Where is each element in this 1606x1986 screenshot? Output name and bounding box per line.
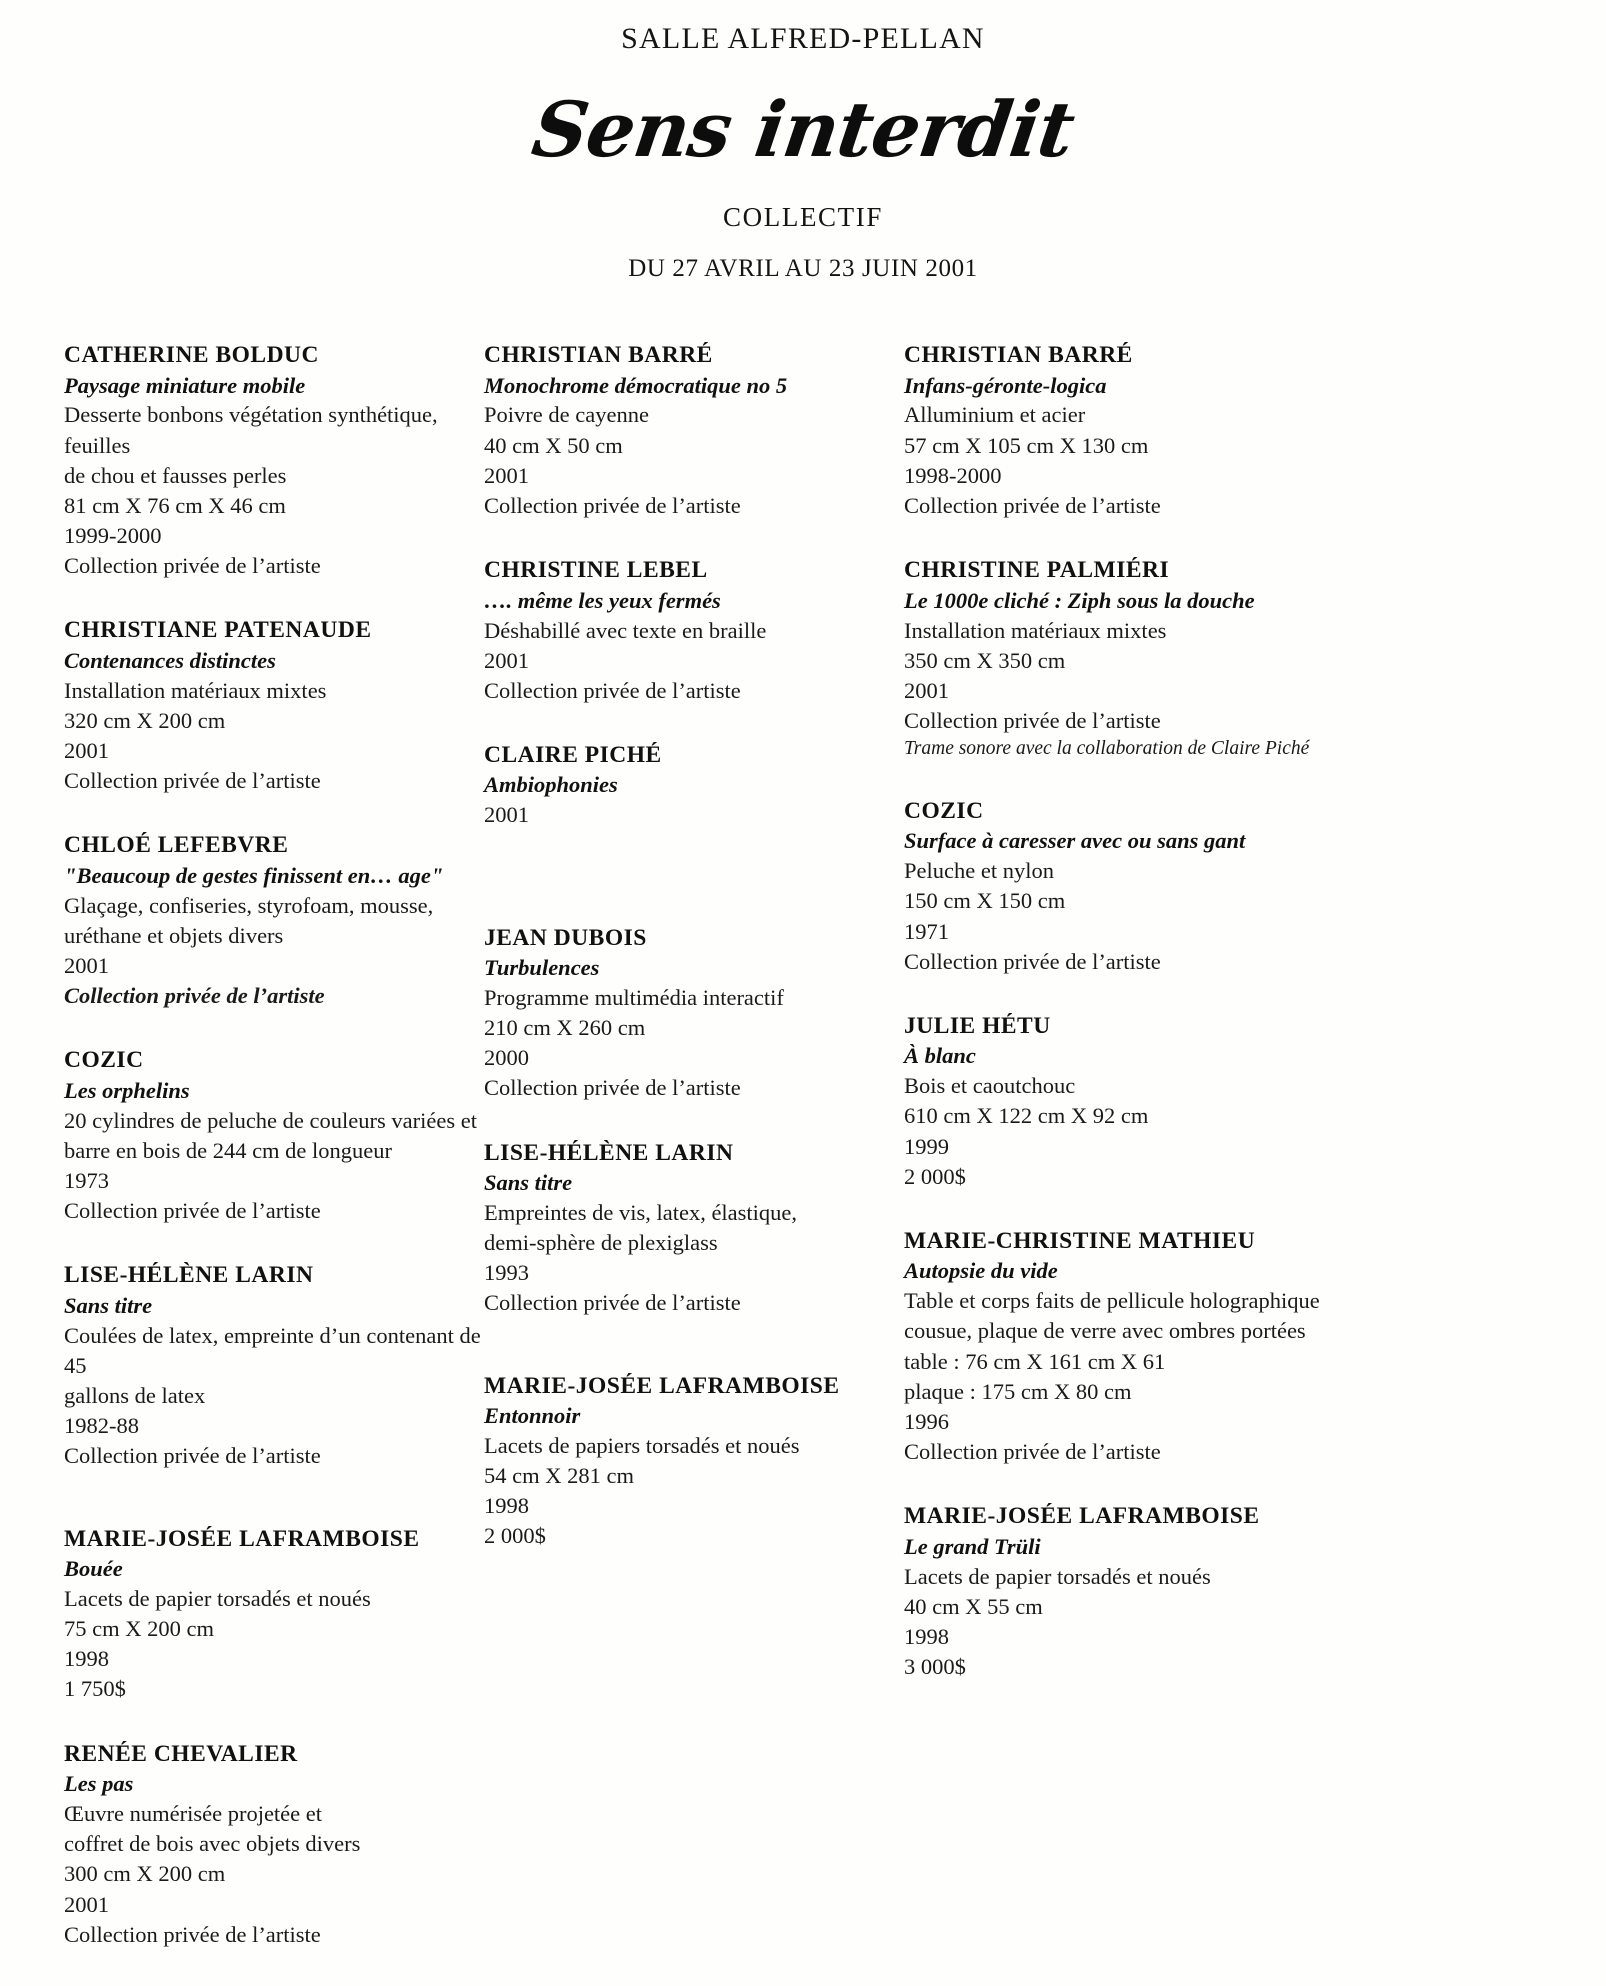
document-header (0, 0, 1606, 283)
artwork-detail-line: gallons de latex (64, 1383, 206, 1409)
artwork-detail-line: table : 76 cm X 161 cm X 61 (904, 1348, 1166, 1374)
exhibition-type: COLLECTIF (723, 202, 883, 232)
artwork-detail-line: Collection privée de l’artiste (64, 1921, 321, 1947)
artwork-detail-line: 20 cylindres de peluche de couleurs variées et (64, 1107, 477, 1133)
artwork-detail-line: 57 cm X 105 cm X 130 cm (904, 432, 1149, 458)
artwork-title: Les pas (64, 1771, 134, 1797)
artwork-detail-line-emphasis: Collection privée de l’artiste (64, 983, 325, 1009)
artwork-title: Paysage miniature mobile (64, 372, 306, 398)
artwork-title: Sans titre (484, 1170, 573, 1196)
artwork-detail-line: Installation matériaux mixtes (904, 617, 1167, 643)
artist-name: MARIE-JOSÉE LAFRAMBOISE (64, 1525, 420, 1552)
artwork-title: …. même les yeux fermés (484, 587, 721, 613)
artwork-detail-line: Peluche et nylon (904, 858, 1054, 884)
artwork-title: Le grand Trüli (904, 1533, 1041, 1559)
artwork-detail-line: 210 cm X 260 cm (484, 1015, 646, 1041)
artist-name: RENÉE CHEVALIER (64, 1740, 298, 1767)
artwork-title: Turbulences (484, 955, 600, 981)
artwork-title: Surface à caresser avec ou sans gant (904, 828, 1246, 854)
artwork-entry (904, 1501, 1324, 1682)
artwork-entry (64, 340, 484, 581)
artist-name: CHRISTINE LEBEL (484, 557, 708, 584)
artwork-title: Sans titre (64, 1292, 153, 1318)
artwork-detail-line: Collection privée de l’artiste (484, 1075, 741, 1101)
artwork-detail-line: plaque : 175 cm X 80 cm (904, 1378, 1132, 1404)
artist-name: JEAN DUBOIS (484, 924, 647, 951)
artwork-title: Contenances distinctes (64, 647, 276, 673)
artwork-detail-line: 1993 (484, 1260, 529, 1286)
artwork-title: Autopsie du vide (904, 1258, 1058, 1284)
artwork-credit-note: Trame sonore avec la collaboration de Claire Piché (904, 738, 1310, 760)
artwork-title: Bouée (64, 1556, 123, 1582)
artwork-detail-line: 610 cm X 122 cm X 92 cm (904, 1103, 1149, 1129)
artwork-detail-line: Poivre de cayenne (484, 402, 649, 428)
venue-name: SALLE ALFRED-PELLAN (621, 22, 985, 55)
artwork-detail-line: 1998-2000 (904, 462, 1002, 488)
artwork-entry (64, 830, 484, 1011)
artwork-entry (64, 1739, 484, 1950)
artwork-entry (64, 1260, 484, 1471)
artwork-detail-line: Collection privée de l’artiste (64, 768, 321, 794)
column-3 (904, 340, 1324, 1984)
artwork-detail-line: uréthane et objets divers (64, 922, 284, 948)
artwork-entry (904, 796, 1324, 977)
artist-name: COZIC (904, 797, 984, 824)
artwork-detail-line: Collection privée de l’artiste (484, 677, 741, 703)
artwork-detail-line: 75 cm X 200 cm (64, 1616, 214, 1642)
artwork-detail-line: Installation matériaux mixtes (64, 677, 327, 703)
artwork-detail-line: Collection privée de l’artiste (64, 1443, 321, 1469)
artwork-detail-line: Empreintes de vis, latex, élastique, (484, 1200, 798, 1226)
artist-name: CLAIRE PICHÉ (484, 741, 662, 768)
artwork-detail-line: 81 cm X 76 cm X 46 cm (64, 492, 286, 518)
artist-name: MARIE-CHRISTINE MATHIEU (904, 1227, 1256, 1254)
artwork-detail-line: Programme multimédia interactif (484, 985, 784, 1010)
artwork-detail-line: 2001 (484, 802, 529, 828)
column-2 (484, 340, 904, 1984)
artwork-detail-line: 2001 (64, 953, 109, 979)
artwork-title: Ambiophonies (484, 772, 618, 798)
artwork-entry (484, 1138, 904, 1319)
artwork-detail-line: 2001 (904, 677, 949, 703)
artwork-detail-line: Collection privée de l’artiste (904, 948, 1161, 974)
artwork-detail-line: 2001 (484, 647, 529, 673)
artwork-detail-line: 2000 (484, 1045, 529, 1071)
artwork-detail-line: Collection privée de l’artiste (484, 1290, 741, 1316)
artwork-detail-line: Collection privée de l’artiste (64, 553, 321, 579)
artwork-title: "Beaucoup de gestes finissent en… age" (64, 862, 444, 888)
artwork-detail-line: 2 000$ (904, 1163, 966, 1189)
exhibition-dates: DU 27 AVRIL AU 23 JUIN 2001 (628, 255, 978, 282)
artwork-title: Les orphelins (64, 1077, 190, 1103)
artwork-detail-line: 150 cm X 150 cm (904, 888, 1066, 914)
artwork-entry (484, 1371, 904, 1552)
artwork-detail-line: coffret de bois avec objets divers (64, 1831, 361, 1857)
artwork-detail-line: 2001 (64, 1891, 109, 1917)
artwork-title: À blanc (904, 1043, 976, 1069)
artwork-title: Le 1000e cliché : Ziph sous la douche (904, 587, 1255, 613)
artwork-detail-line: Table et corps faits de pellicule holographique (904, 1288, 1320, 1314)
artwork-detail-line: 54 cm X 281 cm (484, 1463, 634, 1489)
artist-name: JULIE HÉTU (904, 1012, 1051, 1039)
artwork-detail-line: cousue, plaque de verre avec ombres portées (904, 1318, 1306, 1344)
artwork-entry (64, 1524, 484, 1705)
artist-name: CHLOÉ LEFEBVRE (64, 832, 289, 859)
artwork-detail-line: 1996 (904, 1408, 949, 1434)
artist-name: COZIC (64, 1047, 144, 1074)
artwork-entry (904, 1011, 1324, 1192)
artwork-entry (484, 740, 904, 831)
exhibition-title: Sens interdit (527, 85, 1080, 174)
artwork-detail-line: Collection privée de l’artiste (904, 1439, 1161, 1465)
artwork-detail-line: 1999 (904, 1133, 949, 1159)
artwork-detail-line: Collection privée de l’artiste (904, 707, 1161, 733)
artwork-detail-line: 1973 (64, 1168, 109, 1194)
artwork-detail-line: de chou et fausses perles (64, 462, 287, 488)
artwork-detail-line: Bois et caoutchouc (904, 1073, 1076, 1099)
artwork-detail-line: Coulées de latex, empreinte d’un contenant de 45 (64, 1322, 481, 1379)
artwork-detail-line: Lacets de papiers torsadés et noués (484, 1433, 800, 1459)
artwork-detail-line: 2001 (64, 738, 109, 764)
artist-name: MARIE-JOSÉE LAFRAMBOISE (904, 1503, 1260, 1530)
artwork-detail-line: 1982-88 (64, 1413, 139, 1439)
artwork-entry (484, 340, 904, 521)
artwork-title: Monochrome démocratique no 5 (484, 372, 788, 398)
artist-name: CHRISTIANE PATENAUDE (64, 617, 372, 644)
artwork-detail-line: 40 cm X 50 cm (484, 432, 623, 458)
artwork-entry (904, 555, 1324, 762)
artwork-detail-line: Collection privée de l’artiste (64, 1198, 321, 1224)
artwork-detail-line: 1998 (64, 1646, 109, 1672)
artwork-title: Infans-géronte-logica (904, 372, 1107, 398)
artwork-detail-line: 1998 (904, 1623, 949, 1649)
artwork-detail-line: Déshabillé avec texte en braille (484, 617, 767, 643)
artwork-entry (484, 923, 904, 1104)
artwork-detail-line: Collection privée de l’artiste (484, 492, 741, 518)
artwork-detail-line: Collection privée de l’artiste (904, 492, 1161, 518)
artist-name: CHRISTINE PALMIÉRI (904, 557, 1170, 584)
artwork-title: Entonnoir (484, 1403, 581, 1429)
artwork-entry (904, 1226, 1324, 1467)
artwork-detail-line: Desserte bonbons végétation synthétique, feuilles (64, 402, 438, 458)
artist-name: CHRISTIAN BARRÉ (484, 342, 713, 368)
artwork-detail-line: 1998 (484, 1493, 529, 1519)
artwork-detail-line: 3 000$ (904, 1654, 966, 1680)
artwork-entry (484, 555, 904, 706)
column-1 (64, 340, 484, 1984)
artwork-detail-line: 2 000$ (484, 1523, 546, 1549)
artwork-detail-line: 320 cm X 200 cm (64, 707, 226, 733)
artwork-entry (64, 615, 484, 796)
artwork-detail-line: 1 750$ (64, 1676, 126, 1702)
artwork-detail-line: Glaçage, confiseries, styrofoam, mousse, (64, 892, 434, 918)
artwork-detail-line: 1999-2000 (64, 523, 162, 549)
artwork-detail-line: demi-sphère de plexiglass (484, 1230, 718, 1256)
artwork-detail-line: Œuvre numérisée projetée et (64, 1801, 323, 1827)
artwork-detail-line: Lacets de papier torsadés et noués (64, 1586, 371, 1612)
artist-name: CATHERINE BOLDUC (64, 342, 320, 368)
artwork-detail-line: 2001 (484, 462, 529, 488)
artist-name: LISE-HÉLÈNE LARIN (484, 1139, 734, 1166)
artwork-entry (64, 1045, 484, 1226)
artwork-entry (904, 340, 1324, 521)
artwork-detail-line: 300 cm X 200 cm (64, 1861, 226, 1887)
artwork-detail-line: 40 cm X 55 cm (904, 1593, 1043, 1619)
artist-name: CHRISTIAN BARRÉ (904, 342, 1133, 368)
artwork-columns (0, 340, 1606, 1984)
artist-name: LISE-HÉLÈNE LARIN (64, 1262, 314, 1289)
artist-name: MARIE-JOSÉE LAFRAMBOISE (484, 1372, 840, 1399)
artwork-detail-line: barre en bois de 244 cm de longueur (64, 1137, 393, 1163)
artwork-detail-line: Lacets de papier torsadés et noués (904, 1563, 1211, 1589)
artwork-detail-line: Alluminium et acier (904, 402, 1086, 428)
artwork-detail-line: 1971 (904, 918, 949, 944)
artwork-detail-line: 350 cm X 350 cm (904, 647, 1066, 673)
